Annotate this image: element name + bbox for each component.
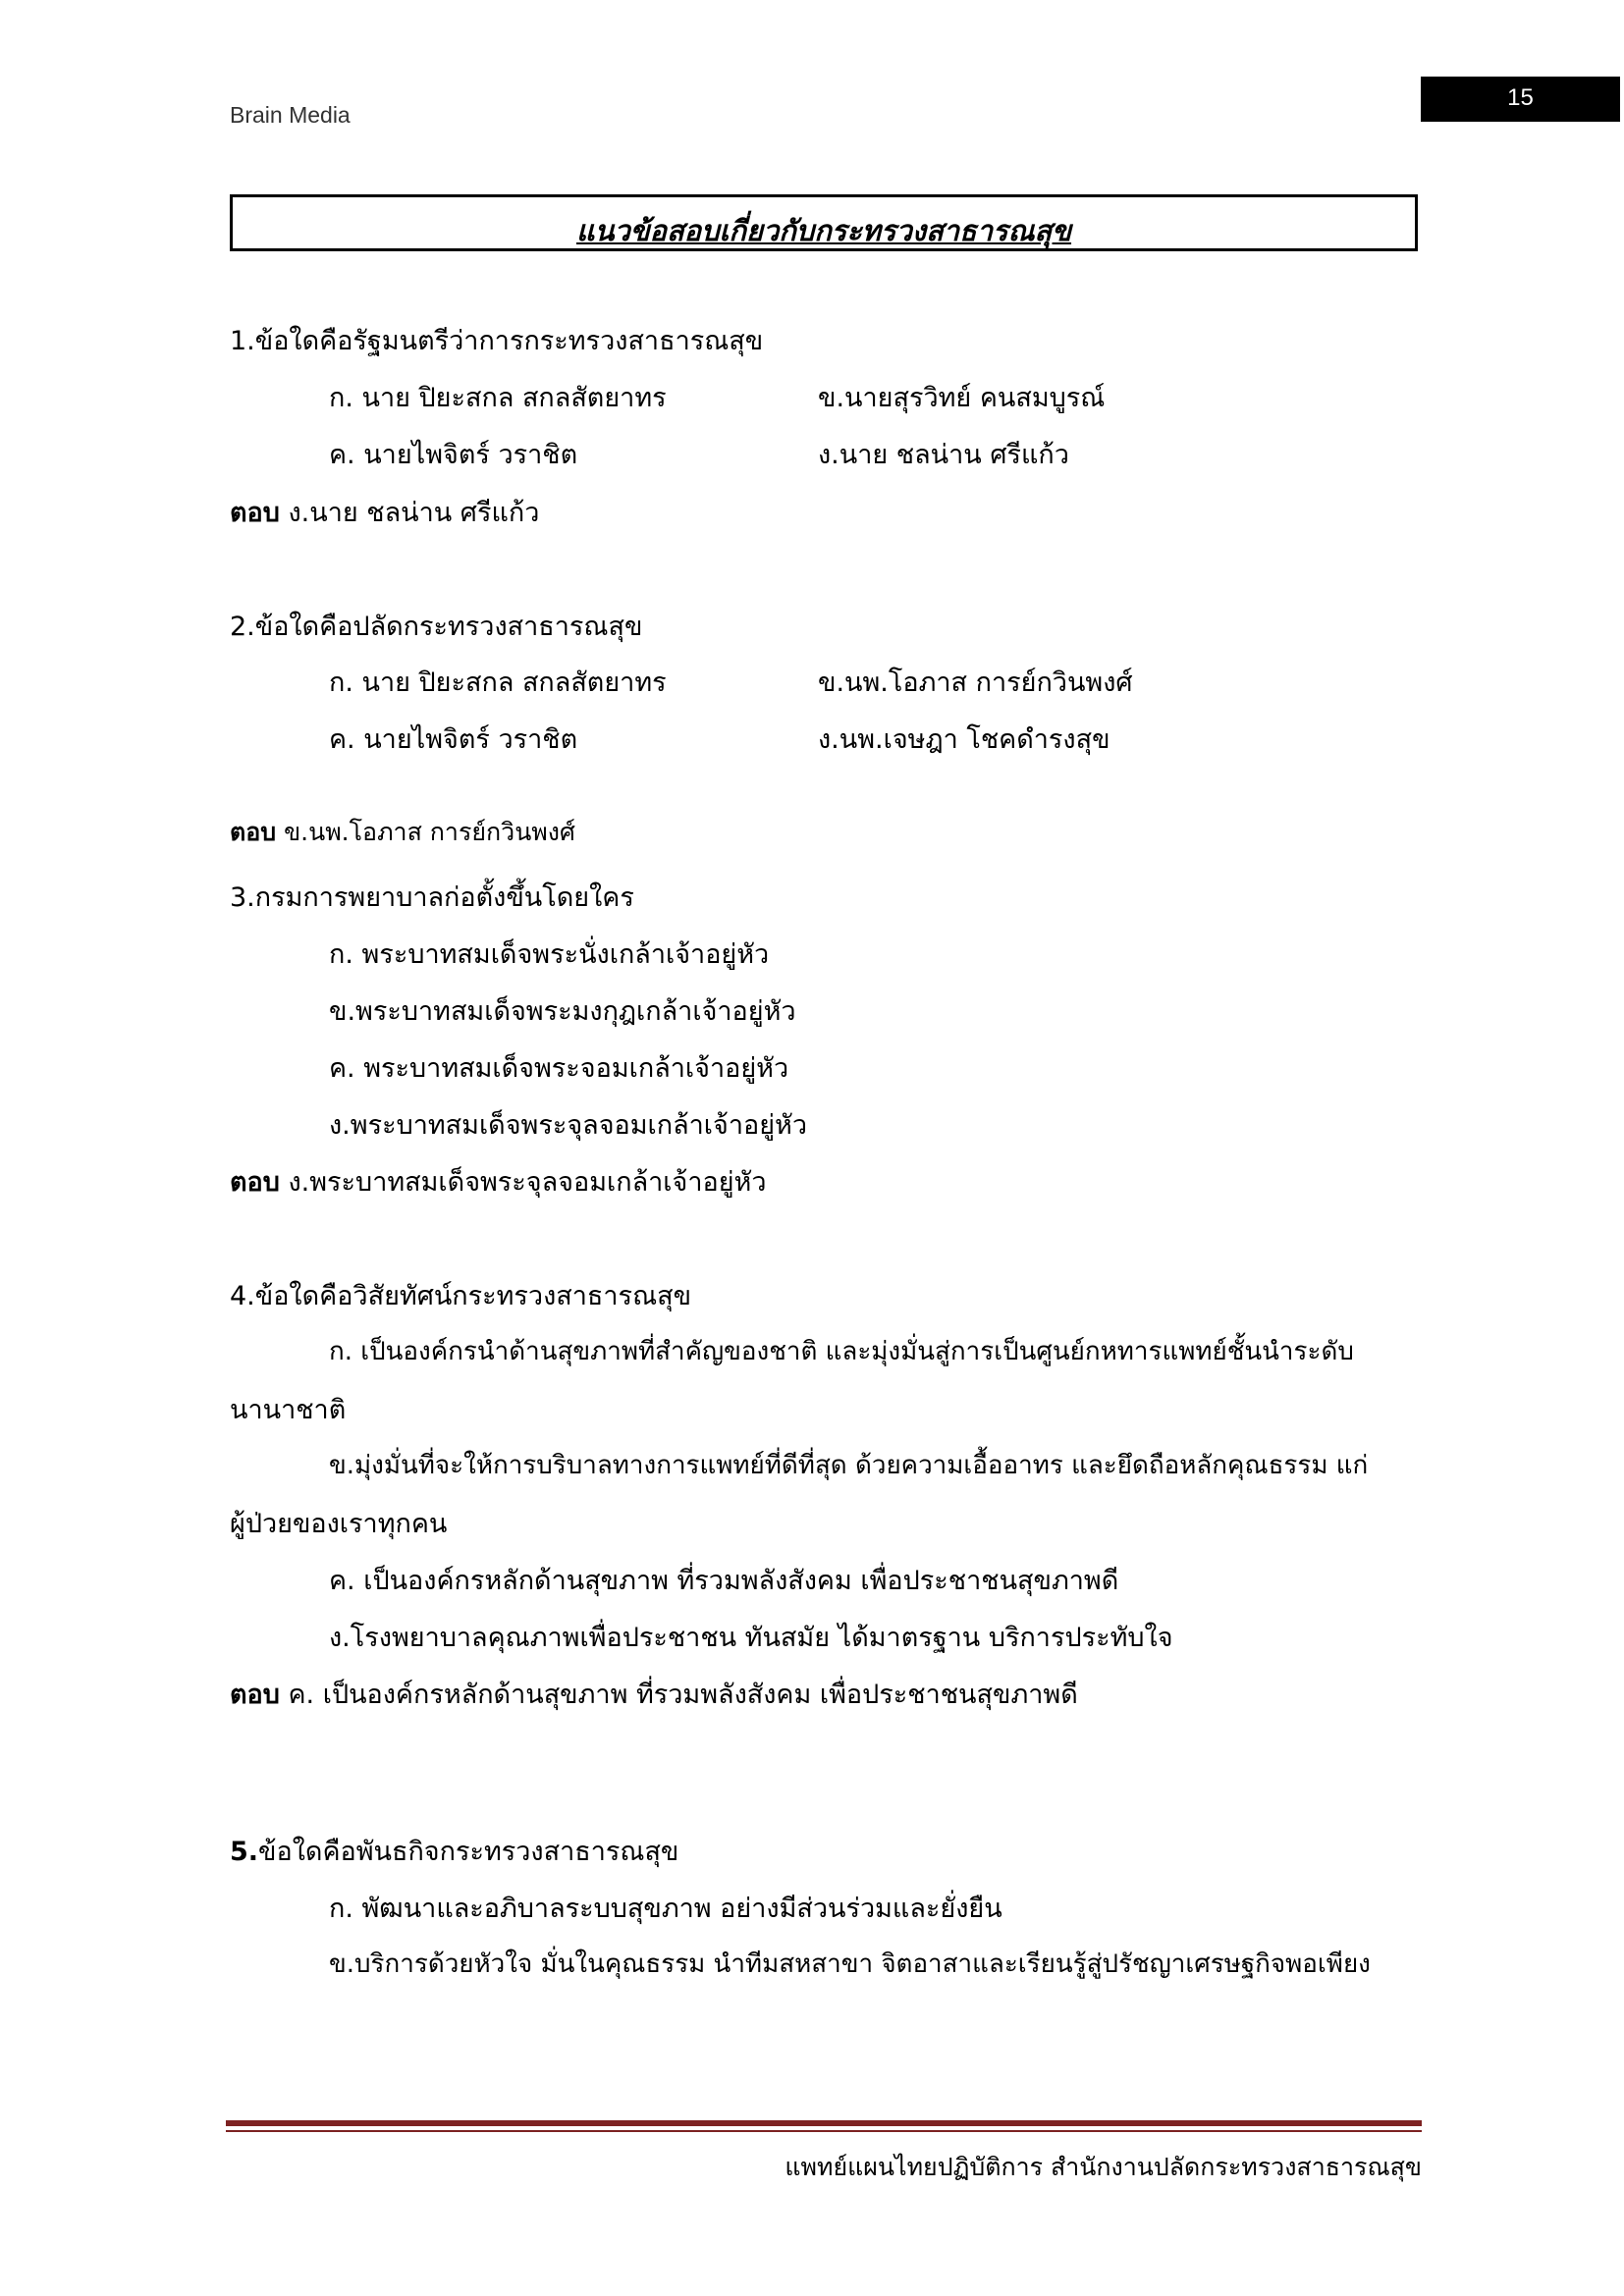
- question-5-option-a: ก. พัฒนาและอภิบาลระบบสุขภาพ อย่างมีส่วนร่วมและยั่งยืน: [329, 1894, 1002, 1924]
- question-text: ข้อใดคือพันธกิจกระทรวงสาธารณสุข: [258, 1837, 679, 1867]
- question-4-option-b-cont: ผู้ป่วยของเราทุกคน: [230, 1509, 448, 1539]
- question-2-option-b: ข.นพ.โอภาส การย์กวินพงศ์: [818, 667, 1133, 698]
- page-title: แนวข้อสอบเกี่ยวกับกระทรวงสาธารณสุข: [575, 214, 1072, 247]
- question-4-option-a: ก. เป็นองค์กรนำด้านสุขภาพที่สำคัญของชาติ และมุ่งมั่นสู่การเป็นศูนย์กหทารแพทย์ชั้นนำระดับ: [329, 1337, 1354, 1366]
- footer-rule-thin: [226, 2130, 1422, 2132]
- answer-text: ค. เป็นองค์กรหลักด้านสุขภาพ ที่รวมพลังสังคม เพื่อประชาชนสุขภาพดี: [288, 1680, 1078, 1710]
- question-1-option-b: ข.นายสุรวิทย์ คนสมบูรณ์: [818, 383, 1106, 413]
- question-3: 3.กรมการพยาบาลก่อตั้งขึ้นโดยใคร: [230, 882, 634, 913]
- answer-label: ตอบ: [230, 498, 280, 528]
- brand-name: Brain Media: [230, 102, 351, 128]
- question-1-option-d: ง.นาย ชลน่าน ศรีแก้ว: [818, 440, 1069, 470]
- answer-text: ง.นาย ชลน่าน ศรีแก้ว: [288, 498, 540, 528]
- question-3-option-a: ก. พระบาทสมเด็จพระนั่งเกล้าเจ้าอยู่หัว: [329, 939, 770, 970]
- question-2-answer: [230, 813, 575, 852]
- question-1: 1.ข้อใดคือรัฐมนตรีว่าการกระทรวงสาธารณสุข: [230, 326, 764, 356]
- question-1-option-c: ค. นายไพจิตร์ วราชิต: [329, 440, 578, 470]
- question-4-option-a-cont: นานาชาติ: [230, 1395, 347, 1425]
- question-2-option-d: ง.นพ.เจษฎา โชคดำรงสุข: [818, 724, 1110, 755]
- question-2-option-a: ก. นาย ปิยะสกล สกลสัตยาทร: [329, 667, 667, 698]
- question-3-answer: [230, 1160, 767, 1202]
- question-5: [230, 1830, 678, 1872]
- question-4: 4.ข้อใดคือวิสัยทัศน์กระทรวงสาธารณสุข: [230, 1281, 692, 1311]
- answer-text: ข.นพ.โอภาส การย์กวินพงศ์: [284, 818, 575, 846]
- page-number: 15: [1507, 84, 1534, 111]
- answer-label: ตอบ: [230, 818, 277, 846]
- question-3-option-c: ค. พระบาทสมเด็จพระจอมเกล้าเจ้าอยู่หัว: [329, 1053, 789, 1084]
- page-number-box: [1421, 77, 1620, 122]
- question-4-answer: [230, 1673, 1078, 1715]
- question-5-option-b: ข.บริการด้วยหัวใจ มั่นในคุณธรรม นำทีมสหสาขา จิตอาสาและเรียนรู้สู่ปรัชญาเศรษฐกิจพอเพียง: [329, 1949, 1371, 1979]
- footer-text: แพทย์แผนไทยปฏิบัติการ สำนักงานปลัดกระทรวงสาธารณสุข: [785, 2153, 1422, 2181]
- question-2: 2.ข้อใดคือปลัดกระทรวงสาธารณสุข: [230, 612, 643, 642]
- question-4-option-d: ง.โรงพยาบาลคุณภาพเพื่อประชาชน ทันสมัย ได้มาตรฐาน บริการประทับใจ: [329, 1623, 1173, 1653]
- title-box: [230, 194, 1418, 251]
- question-3-option-d: ง.พระบาทสมเด็จพระจุลจอมเกล้าเจ้าอยู่หัว: [329, 1110, 808, 1141]
- question-number: 5.: [230, 1837, 259, 1867]
- question-2-option-c: ค. นายไพจิตร์ วราชิต: [329, 724, 578, 755]
- question-4-option-b: ข.มุ่งมั่นที่จะให้การบริบาลทางการแพทย์ที่ดีที่สุด ด้วยความเอื้ออาทร และยึดถือหลักคุณธรรม แก่: [329, 1451, 1369, 1480]
- question-3-option-b: ข.พระบาทสมเด็จพระมงกุฎเกล้าเจ้าอยู่หัว: [329, 996, 796, 1027]
- footer-rule: [226, 2120, 1422, 2126]
- answer-label: ตอบ: [230, 1680, 280, 1710]
- question-1-answer: [230, 491, 539, 533]
- answer-label: ตอบ: [230, 1167, 280, 1198]
- question-1-option-a: ก. นาย ปิยะสกล สกลสัตยาทร: [329, 383, 667, 413]
- answer-text: ง.พระบาทสมเด็จพระจุลจอมเกล้าเจ้าอยู่หัว: [288, 1167, 767, 1198]
- question-4-option-c: ค. เป็นองค์กรหลักด้านสุขภาพ ที่รวมพลังสังคม เพื่อประชาชนสุขภาพดี: [329, 1566, 1119, 1596]
